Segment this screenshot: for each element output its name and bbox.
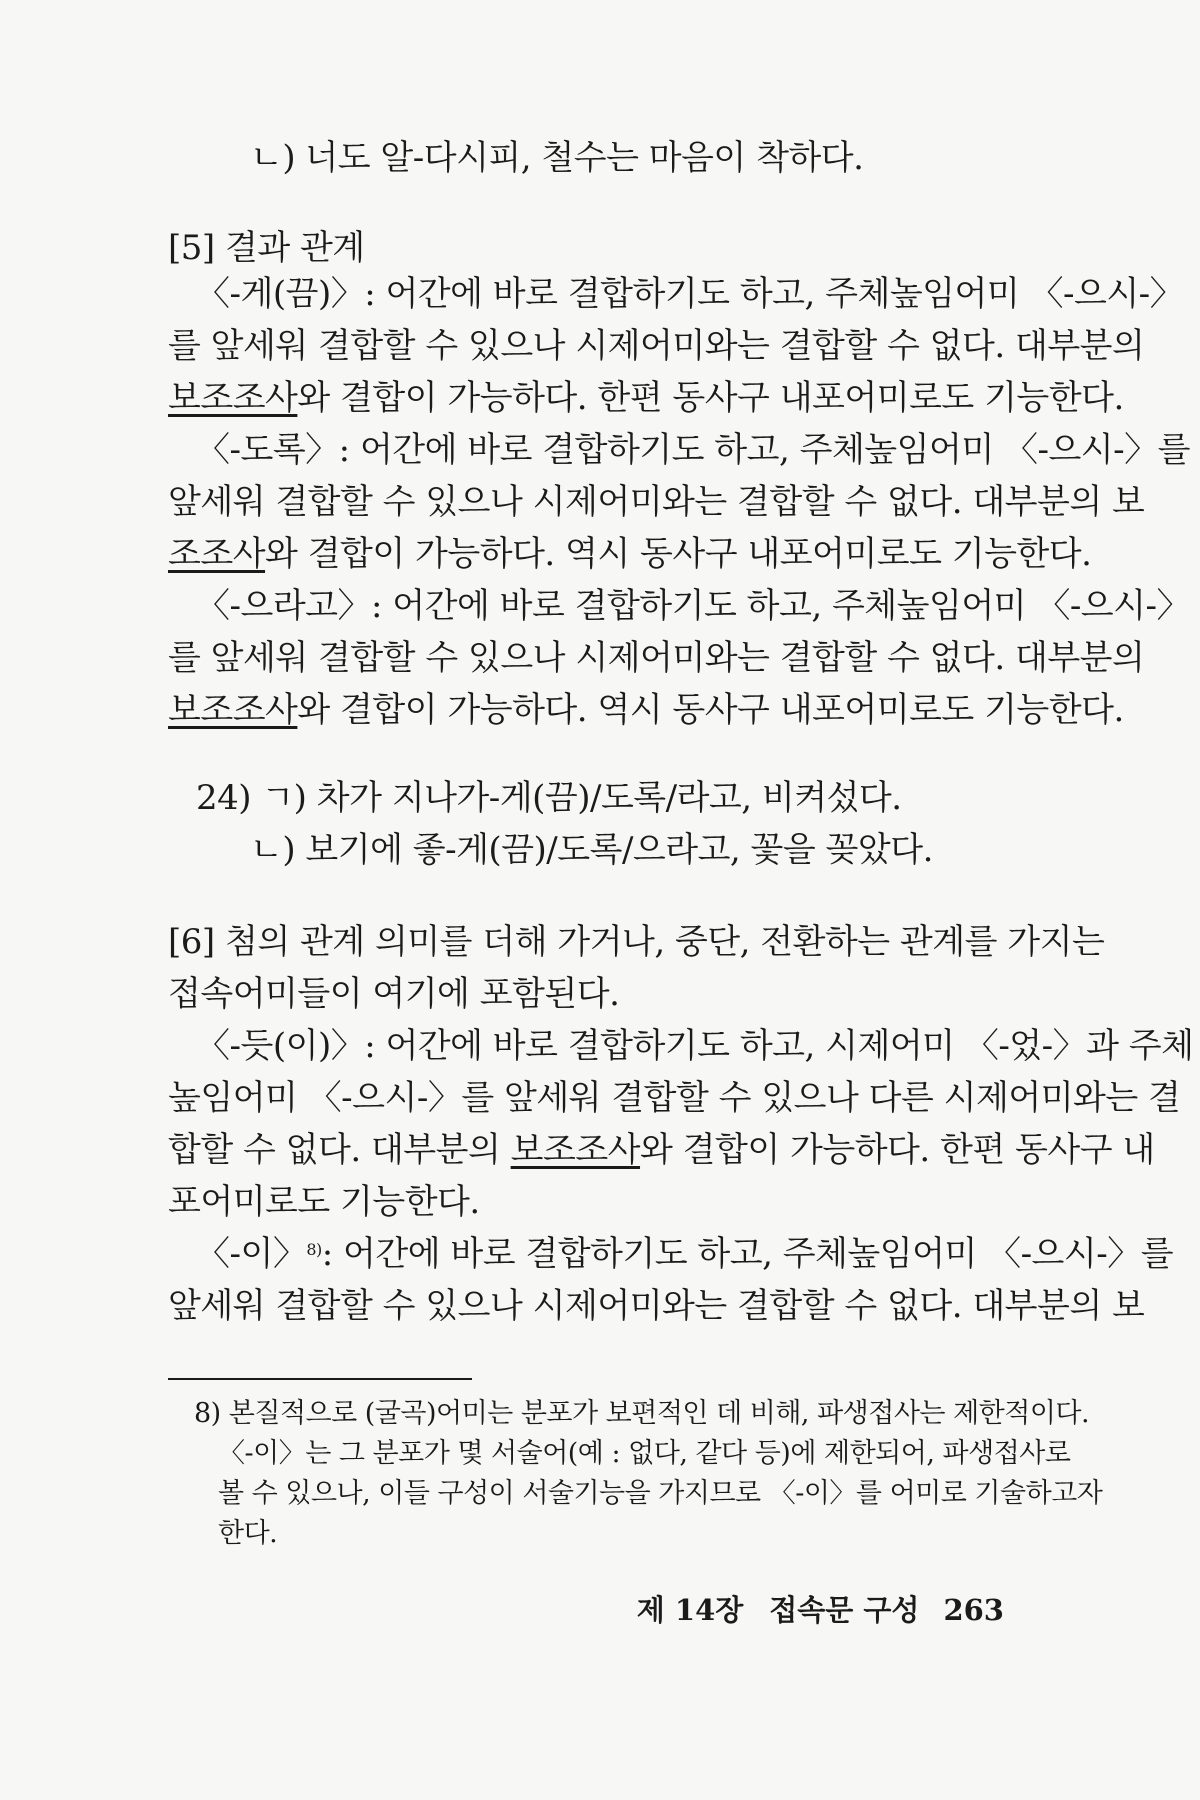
dorok-paragraph-line-3 — [168, 532, 1092, 576]
footnote-line-1: 8) 본질적으로 (굴곡)어미는 분포가 보편적인 데 비해, 파생접사는 제한적이다. — [194, 1398, 1090, 1429]
underlined-term: 보조조사 — [168, 378, 298, 418]
ge-paragraph-line-3 — [168, 376, 1124, 420]
text-run: 합할 수 없다. 대부분의 — [168, 1130, 511, 1170]
urago-paragraph-line-2: 를 앞세워 결합할 수 있으나 시제어미와는 결합할 수 없다. 대부분의 — [168, 638, 1145, 678]
footnote-line-4: 한다. — [218, 1518, 278, 1549]
text-run: 와 결합이 가능하다. 역시 동사구 내포어미로도 기능한다. — [297, 690, 1124, 730]
example-24b: ㄴ) 보기에 좋-게(끔)/도록/으라고, 꽃을 꽂았다. — [250, 830, 933, 870]
underlined-term: 보조조사 — [510, 1130, 641, 1170]
deut-paragraph-line-1: 〈-듯(이)〉: 어간에 바로 결합하기도 하고, 시제어미 〈-었-〉과 주체 — [196, 1026, 1194, 1066]
ge-paragraph-line-2: 를 앞세워 결합할 수 있으나 시제어미와는 결합할 수 없다. 대부분의 — [168, 326, 1145, 366]
i-paragraph-line-2: 앞세워 결합할 수 있으나 시제어미와는 결합할 수 없다. 대부분의 보 — [168, 1286, 1145, 1326]
chapter-title: 접속문 구성 — [769, 1593, 920, 1627]
underlined-term: 조조사 — [168, 534, 266, 574]
i-paragraph-line-1 — [196, 1232, 1174, 1276]
section-5-heading: [5] 결과 관계 — [168, 228, 365, 268]
text-run: : 어간에 바로 결합하기도 하고, 주체높임어미 〈-으시-〉를 — [321, 1234, 1174, 1274]
text-run: 와 결합이 가능하다. 역시 동사구 내포어미로도 기능한다. — [265, 534, 1092, 574]
urago-paragraph-line-1: 〈-으라고〉: 어간에 바로 결합하기도 하고, 주체높임어미 〈-으시-〉 — [196, 586, 1190, 626]
footnote-line-3: 볼 수 있으나, 이들 구성이 서술기능을 가지므로 〈-이〉를 어미로 기술하고자 — [218, 1478, 1103, 1509]
deut-paragraph-line-3 — [168, 1128, 1155, 1172]
page-number: 263 — [943, 1593, 1004, 1627]
running-footer — [637, 1588, 1004, 1629]
footnote-ref: 8) — [306, 1240, 322, 1259]
text-run: 〈-이〉 — [196, 1234, 307, 1274]
deut-paragraph-line-4: 포어미로도 기능한다. — [168, 1182, 480, 1222]
example-24a: 24) ㄱ) 차가 지나가-게(끔)/도록/라고, 비켜섰다. — [196, 778, 902, 818]
ge-paragraph-line-1: 〈-게(끔)〉: 어간에 바로 결합하기도 하고, 주체높임어미 〈-으시-〉 — [196, 274, 1184, 314]
deut-paragraph-line-2: 높임어미 〈-으시-〉를 앞세워 결합할 수 있으나 다른 시제어미와는 결 — [168, 1078, 1181, 1118]
dorok-paragraph-line-1: 〈-도록〉: 어간에 바로 결합하기도 하고, 주체높임어미 〈-으시-〉를 — [196, 430, 1190, 470]
footnote-divider — [168, 1378, 472, 1380]
chapter-number: 제 14장 — [636, 1593, 744, 1627]
footnote-line-2: 〈-이〉는 그 분포가 몇 서술어(예 : 없다, 같다 등)에 제한되어, 파생접사로 — [218, 1438, 1071, 1469]
underlined-term: 보조조사 — [168, 690, 298, 730]
example-23b: ㄴ) 너도 알-다시피, 철수는 마음이 착하다. — [250, 138, 864, 178]
text-run: 와 결합이 가능하다. 한편 동사구 내 — [640, 1130, 1155, 1170]
section-6-line-2: 접속어미들이 여기에 포함된다. — [168, 974, 620, 1014]
dorok-paragraph-line-2: 앞세워 결합할 수 있으나 시제어미와는 결합할 수 없다. 대부분의 보 — [168, 482, 1145, 522]
section-6-line-1: [6] 첨의 관계 의미를 더해 가거나, 중단, 전환하는 관계를 가지는 — [168, 922, 1105, 962]
urago-paragraph-line-3 — [168, 688, 1124, 732]
text-run: 와 결합이 가능하다. 한편 동사구 내포어미로도 기능한다. — [297, 378, 1124, 418]
